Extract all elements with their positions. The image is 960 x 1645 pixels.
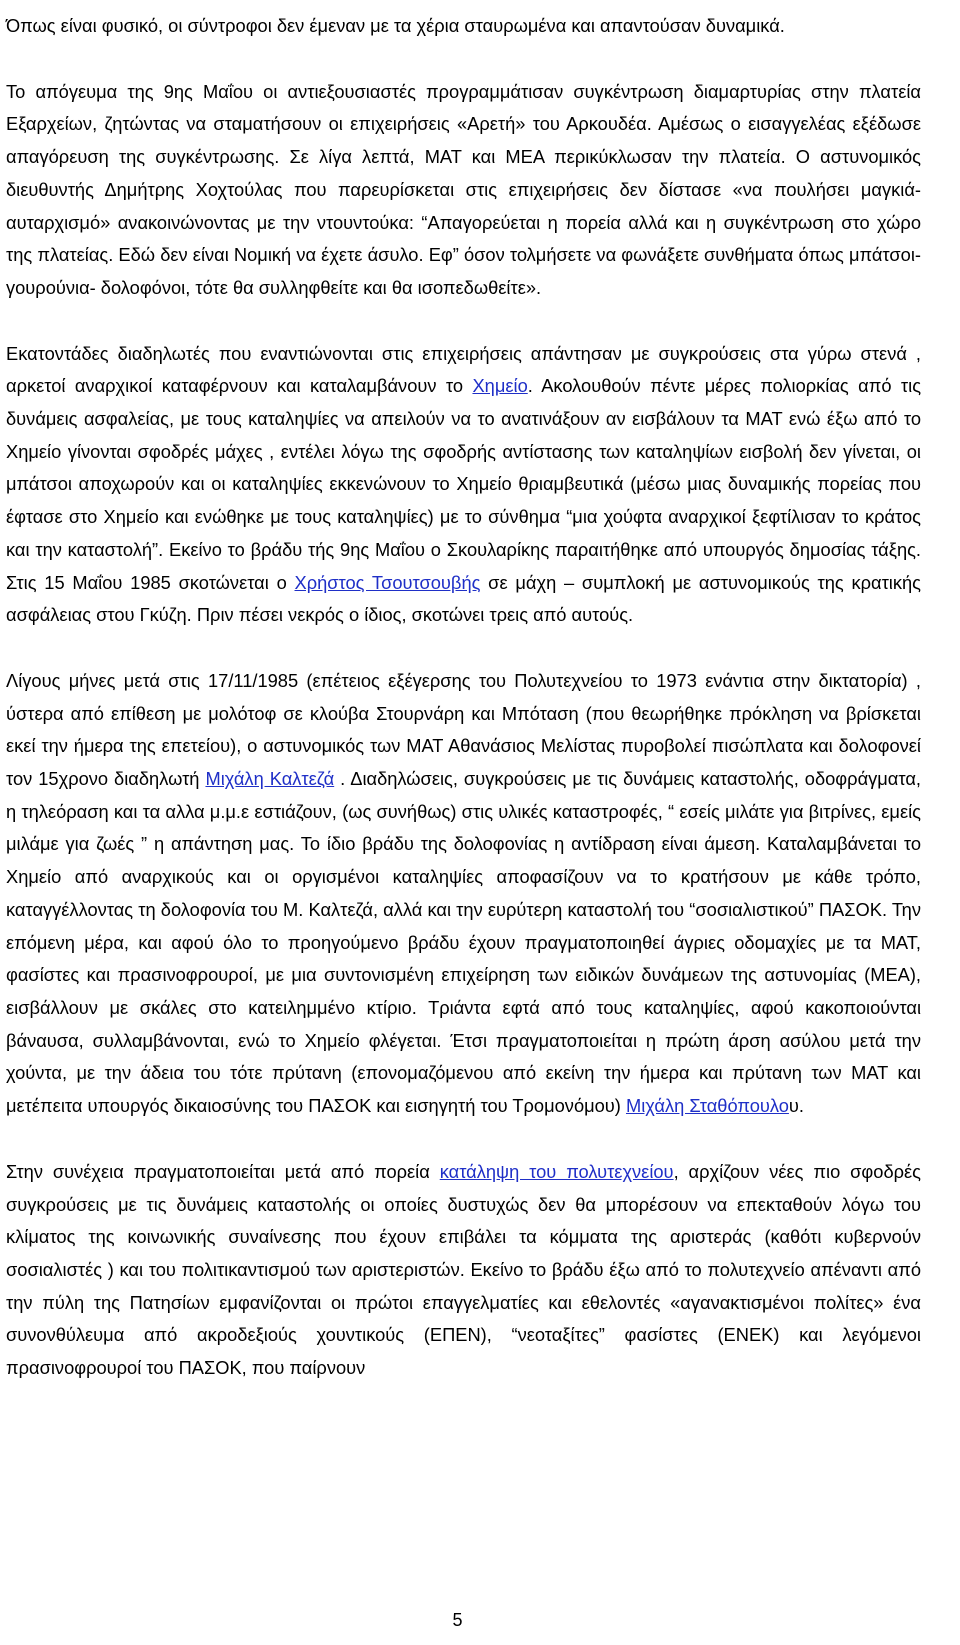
paragraph-3-text-c: σε μάχη – συμπλοκή με αστυνομικούς της κρατικής ασφάλειας στου Γκύζη. Πριν πέσει νεκρός ο ίδιος, σκοτώνει τρεις από αυτούς. (6, 571, 921, 626)
paragraph-4-text-b: . Διαδηλώσεις, συγκρούσεις με τις δυνάμεις καταστολής, οδοφράγματα, η τηλεόραση και τα αλλα μ.μ.ε εστιάζουν, (ως συνήθως) στις υλικές καταστροφές, “ εσείς μιλάτε για βιτρίνες, εμείς μιλάμε για ζωές ” η απάντηση μας. Το ίδιο βράδυ της δολοφονίας η αντίδραση είναι άμεση. Καταλαμβάνεται το Χημείο από αναρχικούς και οι οργισμένοι καταληψίες αποφασίζουν να το κρατήσουν με κάθε τρόπο, καταγγέλλοντας τη δολοφονία του Μ. Καλτεζά, αλλά και την ευρύτερη καταστολή του “σοσιαλιστικού” ΠΑΣΟΚ. Την επόμενη μέρα, και αφού όλο το προηγούμενο βράδυ έχουν πραγματοποιηθεί άγριες οδομαχίες με τα ΜΑΤ, φασίστες και πρασινοφρουροί, με μια συντονισμένη επιχείρηση των ειδικών δυνάμεων της αστυνομίας (ΜΕΑ), εισβάλλουν με σκάλες στο κατειλημμένο κτίριο. Τριάντα εφτά από τους καταληψίες, αφού κακοποιούνται βάναυσα, συλλαμβάνονται, ενώ το Χημείο φλέγεται. Έτσι πραγματοποιείται η πρώτη άρση ασύλου μετά την χούντα, με την άδεια του τότε πρύτανη (επονομαζόμενου από εκείνη την ήμερα και πρύτανη των ΜΑΤ και μετέπειτα υπουργός δικαιοσύνης του ΠΑΣΟΚ και εισηγητή του Τρομονόμου) (6, 768, 921, 1117)
paragraph-3-text-a: Εκατοντάδες διαδηλωτές που εναντιώνονται στις επιχειρήσεις απάντησαν με συγκρούσεις στα γύρω στενά , αρκετοί αναρχικοί καταφέρνουν και καταλαμβάνουν το (6, 342, 921, 397)
paragraph-3 (6, 338, 921, 632)
link-christos-tsoutsouvis[interactable]: Χρήστος Τσουτσουβής (294, 571, 481, 593)
paragraph-3-text-b: . Ακολουθούν πέντε μέρες πολιορκίας από τις δυνάμεις ασφαλείας, με τους καταληψίες να απειλούν να το ανατινάξουν αν εισβάλουν τα ΜΑΤ ενώ έξω από το Χημείο γίνονται σφοδρές μάχες , εντέλει λόγω της σφοδρής αντίστασης των καταληψίων εισβολή δεν γίνεται, οι μπάτσοι αποχωρούν και οι καταληψίες εκκενώνουν το Χημείο θριαμβευτικά (μέσω μιας δυναμικής πορείας που έφτασε στο Χημείο και ενώθηκε με τους καταληψίες) με το σύνθημα “μια χούφτα αναρχικοί ξεφτίλισαν το κράτος και την καταστολή”. Εκείνο το βράδυ τής 9ης Μαΐου ο Σκουλαρίκης παραιτήθηκε από υπουργός δημοσίας τάξης. Στις 15 Μαΐου 1985 σκοτώνεται ο (6, 375, 921, 593)
paragraph-2: Το απόγευμα της 9ης Μαΐου οι αντιεξουσιαστές προγραμμάτισαν συγκέντρωση διαμαρτυρίας στην πλατεία Εξαρχείων, ζητώντας να σταματήσουν οι επιχειρήσεις «Αρετή» του Αρκουδέα. Αμέσως ο εισαγγελέας εξέδωσε απαγόρευση της συγκέντρωσης. Σε λίγα λεπτά, ΜΑΤ και ΜΕΑ περικύκλωσαν την πλατεία. Ο αστυνομικός διευθυντής Δημήτρης Χοχτούλας που παρευρίσκεται στις επιχειρήσεις δεν δίστασε «να πουλήσει μαγκιά-αυταρχισμό» ανακοινώνοντας με την ντουντούκα: “Απαγορεύεται η πορεία αλλά και η συγκέντρωση στο χώρο της πλατείας. Εδώ δεν είναι Νομική να έχετε άσυλο. Εφ” όσον τολμήσετε να φωνάξετε συνθήματα όπως μπάτσοι-γουρούνια- δολοφόνοι, τότε θα συλληφθείτε και θα ισοπεδωθείτε». (6, 80, 921, 298)
paragraph-4-text-a: Λίγους μήνες μετά στις 17/11/1985 (επέτειος εξέγερσης του Πολυτεχνείου το 1973 ενάντια στην δικτατορία) , ύστερα από επίθεση με μολότοφ σε κλούβα Στουρνάρη και Μπόταση (που θεωρήθηκε πρόκληση να βρίσκεται εκεί την ήμερα της επετείου), ο αστυνομικός των ΜΑΤ Αθανάσιος Μελίστας πυροβολεί πισώπλατα και δολοφονεί τον 15χρονο διαδηλωτή (6, 669, 921, 790)
document-page (6, 0, 921, 1418)
link-chemeio[interactable]: Χημείο (472, 375, 528, 397)
paragraph-4 (6, 665, 921, 1123)
paragraph-5-text-b: , αρχίζουν νέες πιο σφοδρές συγκρούσεις με τις δυνάμεις καταστολής οι οποίες δυστυχώς δεν θα μπορέσουν να επεκταθούν λόγω του κλίματος της κοινωνικής συναίνεσης που έχουν επιβάλει τα κόμματα της αριστεράς (καθότι κυβερνούν σοσιαλιστές ) και του πολιτικαντισμού των αριστεριστών. Εκείνο το βράδυ έξω από το πολυτεχνείο απέναντι από την πύλη της Πατησίων εμφανίζονται οι πρώτοι επαγγελματίες και εθελοντές «αγανακτισμένοι πολίτες» ένα συνονθύλευμα από ακροδεξιούς χουντικούς (ΕΠΕΝ), “νεοταξίτες” φασίστες (ΕΝΕΚ) και λεγόμενοι πρασινοφρουροί του ΠΑΣΟΚ, που παίρνουν (6, 1160, 921, 1379)
paragraph-1: Όπως είναι φυσικό, οι σύντροφοι δεν έμεναν με τα χέρια σταυρωμένα και απαντούσαν δυναμικά. (6, 15, 785, 36)
paragraph-5 (6, 1156, 921, 1385)
link-polytechneio-occupation[interactable]: κατάληψη του πολυτεχνείου (439, 1160, 674, 1182)
paragraph-5-text-a: Στην συνέχεια πραγματοποιείται μετά από πορεία (6, 1160, 440, 1182)
link-michalis-kaltezas[interactable]: Μιχάλη Καλτεζά (205, 768, 335, 790)
paragraph-4-text-c: υ. (788, 1095, 804, 1117)
page-number: 5 (452, 1610, 463, 1630)
link-michalis-stathopoulos[interactable]: Μιχάλη Σταθόπουλο (625, 1095, 789, 1117)
